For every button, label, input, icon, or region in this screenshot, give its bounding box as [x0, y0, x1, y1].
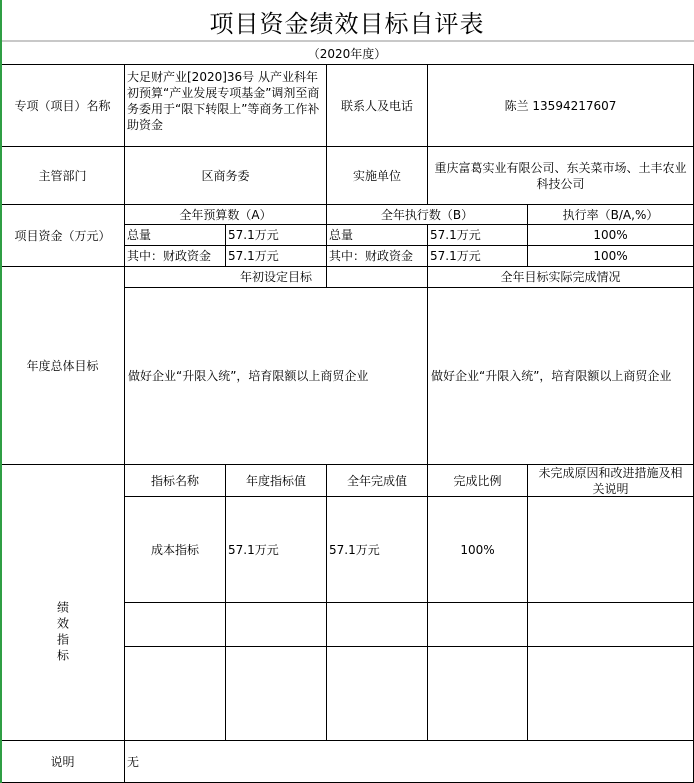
fiscal-exec: 57.1万元 — [430, 249, 481, 263]
page-title: 项目资金绩效目标自评表 — [209, 10, 485, 38]
total-budget: 57.1万元 — [228, 228, 279, 242]
fiscal-budget: 57.1万元 — [228, 249, 279, 263]
annual-goal-label: 年度总体目标 — [26, 358, 99, 373]
indicator-header-target: 年度指标值 — [245, 473, 306, 488]
total-rate: 100% — [593, 228, 628, 242]
rate-header: 执行率（B/A,%） — [562, 207, 659, 222]
indicator-row1-notes — [528, 497, 693, 602]
contact-value: 陈兰 13594217607 — [504, 98, 617, 113]
notes-label: 说明 — [50, 754, 75, 769]
total-label: 总量 — [127, 228, 152, 242]
performance-indicator-text: 绩效指标 — [55, 600, 70, 665]
indicator-row1-name: 成本指标 — [150, 542, 199, 557]
department-value: 区商务委 — [201, 168, 250, 183]
implementing-unit-label: 实施单位 — [352, 168, 401, 183]
funds-label: 项目资金（万元） — [14, 228, 111, 243]
grid-h-646 — [124, 646, 694, 647]
fiscal-rate: 100% — [593, 249, 628, 263]
budget-header: 全年预算数（A） — [179, 207, 272, 222]
indicator-header-name: 指标名称 — [150, 473, 199, 488]
project-name-value: 大足财产业[2020]36号 从产业科年初预算“产业发展专项基金”调剂至商务委用于“限下转限上”等商务工作补助资金 — [127, 70, 320, 132]
performance-indicator-label — [1, 465, 124, 740]
title-divider — [0, 40, 694, 42]
notes-value: 无 — [127, 754, 140, 769]
fiscal-label: 其中：财政资金 — [127, 249, 212, 263]
year-label: （2020年度） — [307, 47, 387, 61]
grid-h-602 — [124, 602, 694, 603]
implementing-unit-value: 重庆富葛实业有限公司、东关菜市场、土丰农业科技公司 — [434, 160, 687, 191]
actual-goal-header: 全年目标实际完成情况 — [500, 270, 621, 284]
execution-header: 全年执行数（B） — [380, 207, 474, 222]
indicator-header-ratio: 完成比例 — [453, 473, 502, 488]
total-exec: 57.1万元 — [430, 228, 481, 242]
indicator-row1-actual: 57.1万元 — [329, 542, 380, 557]
fiscal-exec-label: 其中：财政资金 — [329, 249, 414, 263]
actual-goal-value: 做好企业“升限入统”，培育限额以上商贸企业 — [431, 369, 672, 383]
indicator-row1-target: 57.1万元 — [228, 542, 279, 557]
initial-goal-value: 做好企业“升限入统”，培育限额以上商贸企业 — [128, 369, 369, 383]
contact-label: 联系人及电话 — [340, 98, 413, 113]
indicator-header-notes: 未完成原因和改进措施及相关说明 — [538, 465, 683, 496]
department-label: 主管部门 — [38, 168, 87, 183]
project-name-label: 专项（项目）名称 — [14, 98, 111, 113]
initial-goal-header: 年初设定目标 — [239, 270, 312, 284]
total-exec-label: 总量 — [329, 228, 354, 242]
indicator-row1-ratio: 100% — [460, 542, 495, 557]
indicator-header-actual: 全年完成值 — [346, 473, 407, 488]
